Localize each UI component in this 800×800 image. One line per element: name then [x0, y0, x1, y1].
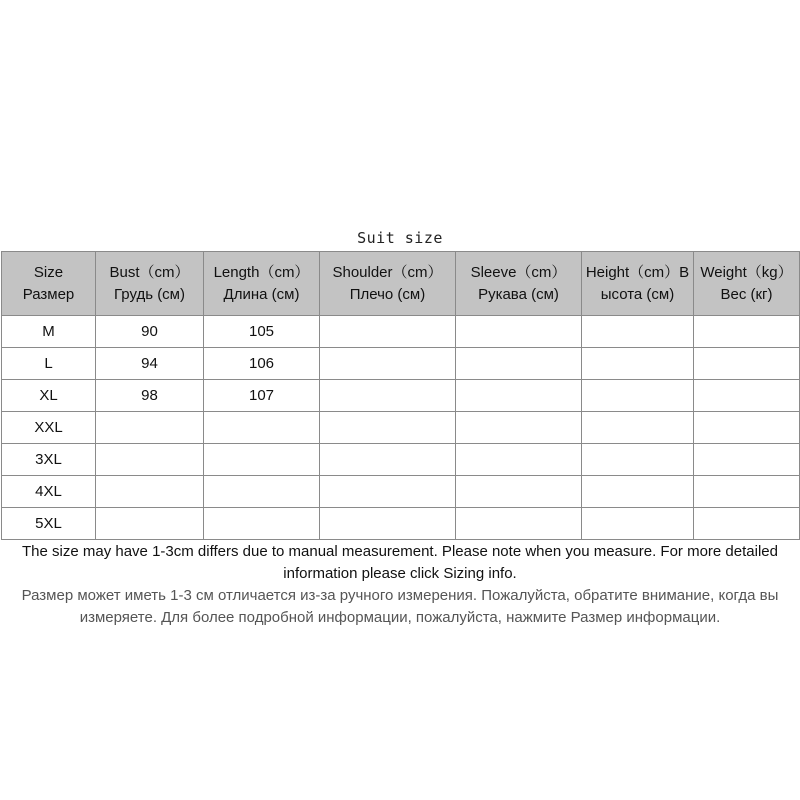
cell-length: [204, 476, 320, 508]
header-height: [582, 252, 694, 316]
cell-sleeve: [456, 348, 582, 380]
header-bust-ru: Грудь (см): [114, 285, 185, 303]
header-size: [2, 252, 96, 316]
header-sleeve-en: Sleeve（cm）: [470, 263, 567, 281]
measurement-note-english: The size may have 1-3cm differs due to manual measurement. Please note when you measure. For more detailed information please click Sizing info.: [22, 543, 778, 582]
header-length-ru: Длина (см): [223, 285, 300, 303]
size-table: [1, 251, 800, 540]
cell-height: [582, 508, 694, 540]
cell-bust: [96, 508, 204, 540]
cell-sleeve: [456, 508, 582, 540]
header-sleeve-ru: Рукава (см): [478, 285, 559, 303]
cell-length: 107: [204, 380, 320, 412]
cell-length: [204, 412, 320, 444]
chart-title: Suit size: [357, 229, 443, 247]
cell-size: L: [2, 348, 96, 380]
measurement-note-russian: Размер может иметь 1-3 см отличается из-за ручного измерения. Пожалуйста, обратите внимание, когда вы измеряете. Для более подробной информации, пожалуйста, нажмите Размер информации.: [21, 587, 779, 626]
cell-weight: [694, 412, 800, 444]
header-length: [204, 252, 320, 316]
cell-sleeve: [456, 444, 582, 476]
header-shoulder-ru: Плечо (см): [349, 285, 426, 303]
cell-height: [582, 412, 694, 444]
cell-sleeve: [456, 476, 582, 508]
cell-height: [582, 444, 694, 476]
cell-bust: 90: [96, 316, 204, 348]
cell-bust: [96, 412, 204, 444]
header-bust-en: Bust（cm）: [109, 263, 190, 281]
table-row: [2, 412, 800, 444]
cell-sleeve: [456, 412, 582, 444]
header-height-ru: ысота (см): [600, 285, 675, 303]
cell-weight: [694, 444, 800, 476]
cell-height: [582, 316, 694, 348]
cell-sleeve: [456, 380, 582, 412]
cell-bust: [96, 476, 204, 508]
cell-shoulder: [320, 348, 456, 380]
header-sleeve: [456, 252, 582, 316]
header-weight: [694, 252, 800, 316]
cell-sleeve: [456, 316, 582, 348]
header-weight-en: Weight（kg）: [700, 263, 793, 281]
header-length-en: Length（cm）: [213, 263, 310, 281]
table-row: [2, 316, 800, 348]
cell-size: 3XL: [2, 444, 96, 476]
cell-bust: 94: [96, 348, 204, 380]
cell-size: XXL: [2, 412, 96, 444]
cell-size: XL: [2, 380, 96, 412]
cell-shoulder: [320, 476, 456, 508]
cell-size: 4XL: [2, 476, 96, 508]
cell-length: [204, 444, 320, 476]
header-weight-ru: Вес (кг): [720, 285, 773, 303]
cell-height: [582, 348, 694, 380]
cell-size: 5XL: [2, 508, 96, 540]
cell-weight: [694, 508, 800, 540]
table-body: [2, 316, 800, 540]
cell-shoulder: [320, 380, 456, 412]
cell-size: M: [2, 316, 96, 348]
table-row: [2, 476, 800, 508]
table-row: [2, 508, 800, 540]
header-shoulder: [320, 252, 456, 316]
cell-bust: 98: [96, 380, 204, 412]
table-row: [2, 380, 800, 412]
header-size-en: Size: [33, 263, 64, 281]
header-height-en: Height（cm）В: [585, 263, 690, 281]
cell-shoulder: [320, 444, 456, 476]
cell-weight: [694, 380, 800, 412]
header-row: [2, 252, 800, 316]
cell-bust: [96, 444, 204, 476]
cell-shoulder: [320, 508, 456, 540]
header-shoulder-en: Shoulder（cm）: [332, 263, 443, 281]
cell-height: [582, 476, 694, 508]
cell-length: 106: [204, 348, 320, 380]
table-row: [2, 444, 800, 476]
cell-weight: [694, 476, 800, 508]
cell-length: [204, 508, 320, 540]
table-row: [2, 348, 800, 380]
header-bust: [96, 252, 204, 316]
cell-shoulder: [320, 316, 456, 348]
cell-weight: [694, 316, 800, 348]
cell-length: 105: [204, 316, 320, 348]
cell-height: [582, 380, 694, 412]
cell-shoulder: [320, 412, 456, 444]
cell-weight: [694, 348, 800, 380]
header-size-ru: Размер: [22, 285, 75, 303]
